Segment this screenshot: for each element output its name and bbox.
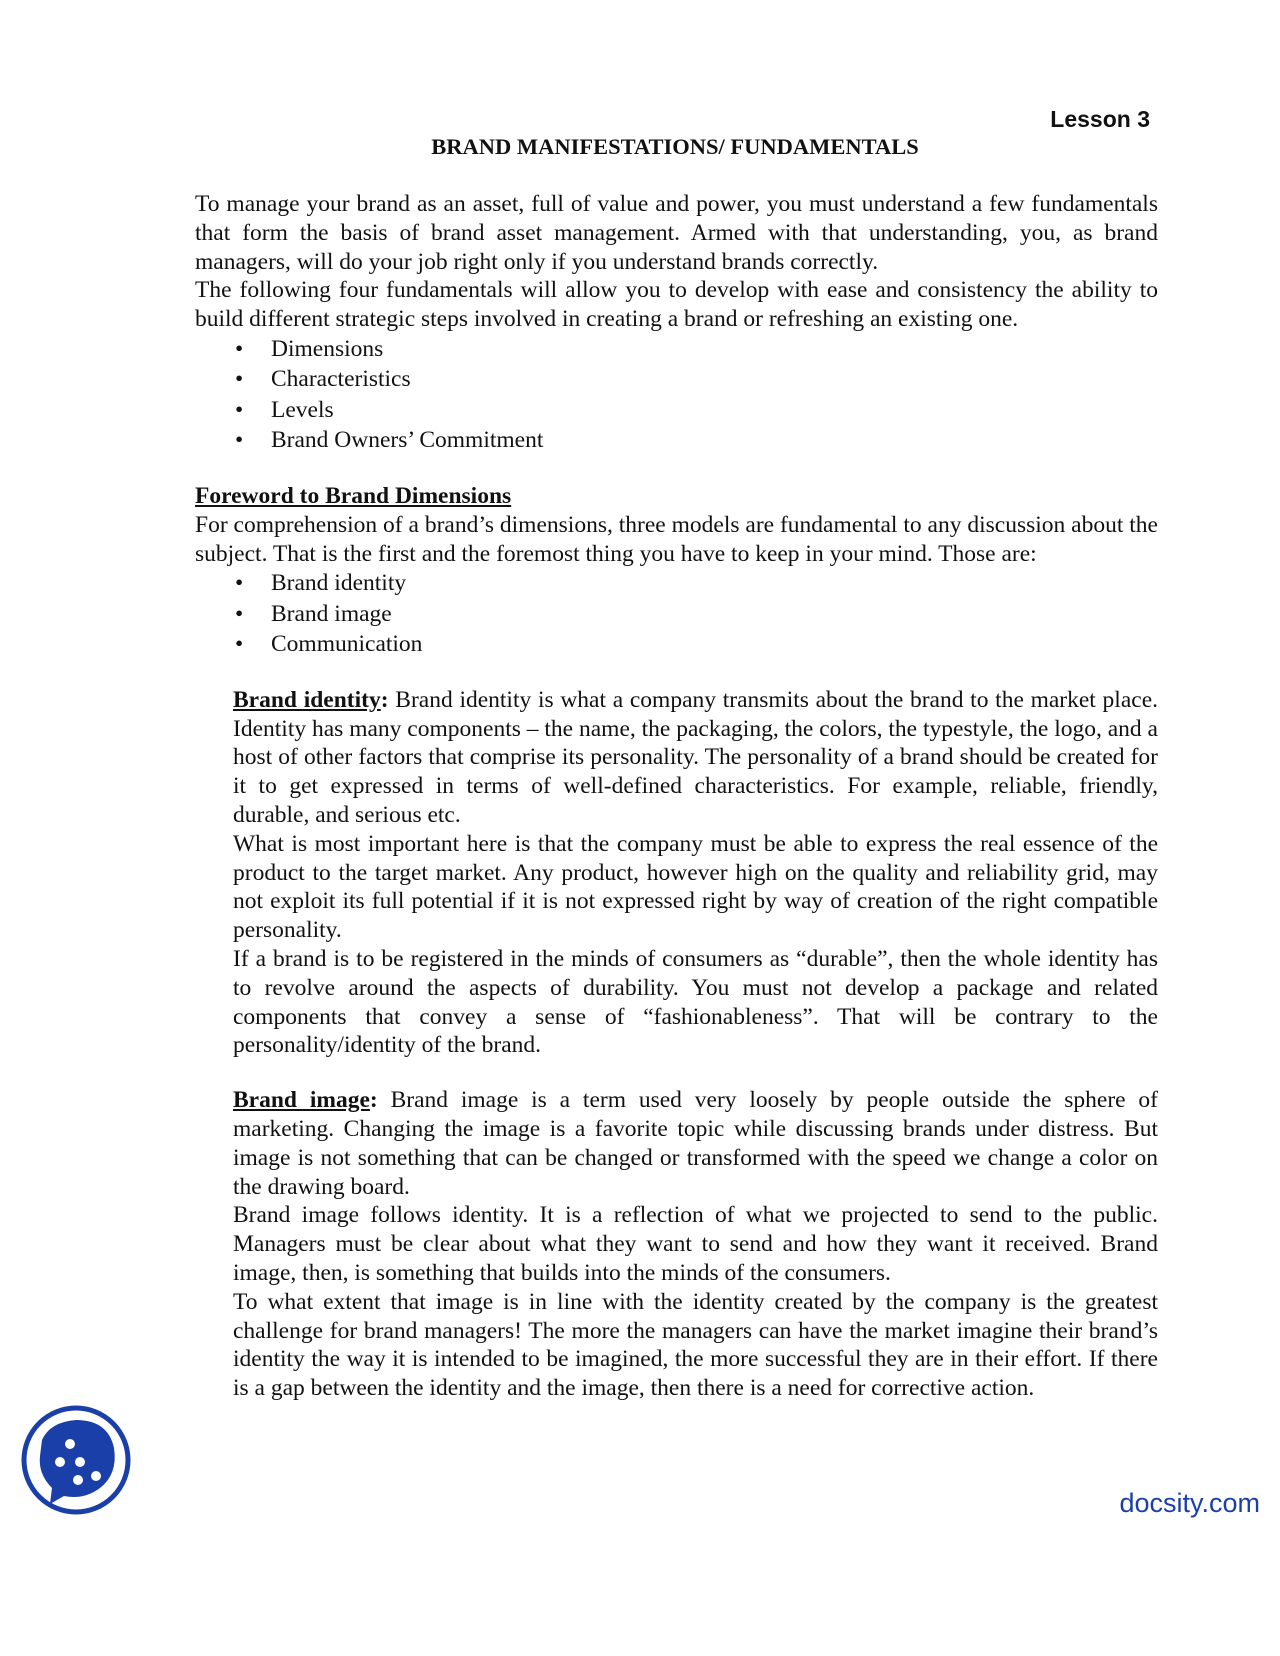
lesson-number: Lesson 3 xyxy=(1050,106,1150,132)
list-item: • Characteristics xyxy=(195,364,1158,395)
list-item: • Dimensions xyxy=(195,334,1158,365)
intro-paragraph-1: To manage your brand as an asset, full of value and power, you must understand a few fundamentals that form the basis of brand asset management. Armed with that understanding, you, as brand managers, will do your job right only if you understand brands correctly. xyxy=(195,191,1158,275)
page-title: BRAND MANIFESTATIONS/ FUNDAMENTALS xyxy=(431,134,919,159)
brand-identity-paragraph-2: What is most important here is that the company must be able to express the real essence of the product to the target market. Any product, however high on the quality and reliability grid, may not exploit its full potential if it is not expressed right by way of creation of the right compatible personality. xyxy=(233,830,1158,944)
models-list xyxy=(195,568,1158,660)
intro-paragraph-2: The following four fundamentals will allow you to develop with ease and consistency the ability to build different strategic steps involved in creating a brand or refreshing an existing one. xyxy=(195,277,1158,333)
brand-image-label: Brand image xyxy=(233,1087,370,1114)
brand-identity-paragraph-1: Brand identity: Brand identity is what a company transmits about the brand to the market place. Identity has many components – the name, the packaging, the colors, the typestyle, the logo, and a host of other factors that comprise its personality. The personality of a brand should be created for it to get expressed in terms of well-defined characteristics. For example, reliable, friendly, durable, and serious etc. xyxy=(233,686,1159,829)
brand-identity-label: Brand identity xyxy=(233,686,381,713)
brand-identity-paragraph-3: If a brand is to be registered in the minds of consumers as “durable”, then the whole identity has to revolve around the aspects of durability. You must not develop a package and related components that convey a sense of “fashionableness”. That will be contrary to the personality/identity of the brand. xyxy=(233,946,1158,1059)
list-item: • Communication xyxy=(195,629,1158,660)
fundamentals-list xyxy=(195,334,1158,456)
document-body xyxy=(195,190,1158,1403)
list-item: • Levels xyxy=(195,395,1158,426)
brand-image-paragraph-1: Brand image: Brand image is a term used very loosely by people outside the sphere of marketing. Changing the image is a favorite topic while discussing brands under distress. But image is not something that can be changed or transformed with the speed we change a color on the drawing board. xyxy=(233,1087,1159,1200)
docsity-link[interactable]: docsity.com xyxy=(1119,1488,1260,1518)
foreword-paragraph: For comprehension of a brand’s dimensions, three models are fundamental to any discussion about the subject. That is the first and the foremost thing you have to keep in your mind. Those are: xyxy=(195,511,1158,567)
list-item: • Brand identity xyxy=(195,568,1158,599)
docsity-logo-icon xyxy=(20,1404,132,1516)
brand-image-paragraph-3: To what extent that image is in line with the identity created by the company is the greatest challenge for brand managers! The more the managers can have the market imagine their brand’s identity the way it is intended to be imagined, the more successful they are in their effort. If there is a gap between the identity and the image, then there is a need for corrective action. xyxy=(233,1288,1158,1402)
list-item: • Brand Owners’ Commitment xyxy=(195,425,1158,456)
section-heading-foreword: Foreword to Brand Dimensions xyxy=(195,482,512,509)
list-item: • Brand image xyxy=(195,599,1158,630)
brand-image-paragraph-2: Brand image follows identity. It is a reflection of what we projected to send to the public. Managers must be clear about what they want to send and how they want it received. Brand image, then, is something that builds into the minds of the consumers. xyxy=(233,1202,1158,1287)
